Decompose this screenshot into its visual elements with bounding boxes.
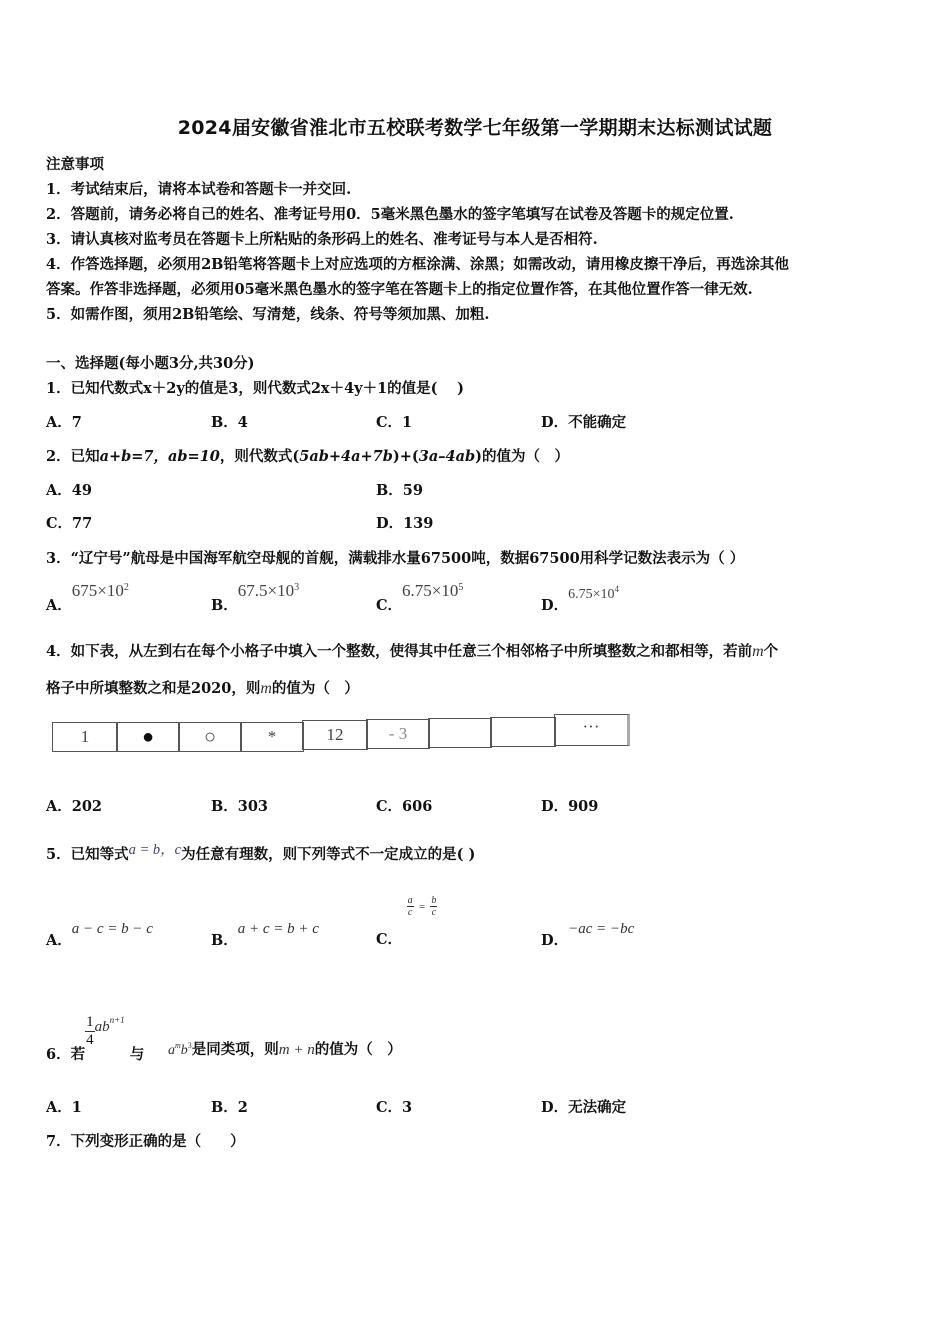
grid-cell-star: *	[240, 722, 304, 752]
q2-option-a[interactable]: A．49	[46, 482, 92, 499]
grid-cell	[490, 717, 556, 747]
fraction: $\frac{a}{c}$	[407, 894, 413, 918]
grid-cell-open-circle: ○	[178, 722, 242, 752]
q2-expr: a+b=7，ab=10	[99, 448, 220, 465]
notice-heading: 注意事项	[46, 156, 104, 173]
question-3-stem: 3．“辽宁号”航母是中国海军航空母舰的首舰，满载排水量67500吨，数据67500用科学记数法表示为（ ）	[46, 550, 745, 567]
q3-option-d[interactable]: D．$6.75\times 10^4$	[541, 584, 619, 614]
notice-item: 1．考试结束后，请将本试卷和答题卡一并交回.	[46, 181, 352, 198]
number-grid	[52, 712, 630, 756]
question-4-stem: 4．如下表，从左到右在每个小格子中填入一个整数，使得其中任意三个相邻格子中所填整数之和都相等，若前m个	[46, 643, 779, 660]
q5-option-c[interactable]: C． $\frac{a}{c}$ = $\frac{b}{c}$	[376, 894, 437, 948]
page-title: 2024届安徽省淮北市五校联考数学七年级第一学期期末达标测试试题	[177, 117, 773, 139]
q6-option-a[interactable]: A．1	[46, 1099, 82, 1116]
notice-item: 2．答题前，请务必将自己的姓名、准考证号用0．5毫米黑色墨水的签字笔填写在试卷及答题卡的规定位置.	[46, 206, 734, 223]
question-6-stem: 6．若 $\frac{1}{4}$ $ab^{n+1}$ 与	[46, 1014, 145, 1063]
q3-option-a[interactable]: A．$675\times 10^2$	[46, 581, 129, 614]
q1-option-c[interactable]: C．1	[376, 414, 413, 431]
q2-option-d[interactable]: D．139	[376, 515, 434, 532]
section-heading: 一、选择题(每小题3分,共30分)	[46, 355, 255, 372]
q5-option-b[interactable]: B．a + c = b + c	[211, 921, 319, 949]
question-6-stem-cont: $a^mb^3$是同类项，则m + n的值为（ ）	[168, 1041, 402, 1058]
q5-option-d[interactable]: D．−ac = −bc	[541, 921, 635, 949]
q1-option-b[interactable]: B．4	[211, 414, 248, 431]
notice-item: 5．如需作图，须用2B铅笔绘、写清楚，线条、符号等须加黑、加粗.	[46, 306, 490, 323]
grid-cell: 1	[52, 722, 118, 752]
notice-item: 3．请认真核对监考员在答题卡上所粘贴的条形码上的姓名、准考证号与本人是否相符.	[46, 231, 598, 248]
q2-option-b[interactable]: B．59	[376, 482, 423, 499]
fraction: $\frac{1}{4}$	[86, 1014, 94, 1048]
q5-option-a[interactable]: A．a − c = b − c	[46, 921, 153, 949]
question-1-stem: 1．已知代数式x＋2y的值是3，则代数式2x＋4y＋1的值是( )	[46, 380, 464, 397]
question-4-stem-cont: 格子中所填整数之和是2020，则m的值为（ ）	[46, 680, 359, 697]
q3-option-c[interactable]: C．$6.75\times 10^5$	[376, 581, 464, 614]
question-2-stem: 2．已知a+b=7，ab=10，则代数式(5ab+4a+7b)+(3a–4ab)的值为（ ）	[46, 448, 570, 465]
notice-item: 4．作答选择题，必须用2B铅笔将答题卡上对应选项的方框涂满、涂黑；如需改动，请用橡皮擦干净后，再选涂其他	[46, 256, 789, 273]
q4-option-a[interactable]: A．202	[46, 798, 103, 815]
grid-cell: - 3	[366, 719, 430, 749]
q3-option-b[interactable]: B．$67.5\times 10^3$	[211, 581, 300, 614]
notice-item: 答案。作答非选择题，必须用05毫米黑色墨水的签字笔在答题卡上的指定位置作答，在其他位置作答一律无效.	[46, 281, 753, 298]
q1-option-a[interactable]: A．7	[46, 414, 82, 431]
question-5-stem: 5．已知等式a = b，c为任意有理数，则下列等式不一定成立的是( )	[46, 842, 476, 863]
fraction: $\frac{b}{c}$	[431, 894, 437, 918]
q4-option-d[interactable]: D．909	[541, 798, 599, 815]
grid-cell: 12	[302, 720, 368, 750]
q6-option-b[interactable]: B．2	[211, 1099, 248, 1116]
grid-cell	[428, 718, 492, 748]
question-7-stem: 7．下列变形正确的是（ ）	[46, 1133, 245, 1150]
grid-cell-filled-circle: ●	[116, 722, 180, 752]
q4-option-b[interactable]: B．303	[211, 798, 269, 815]
grid-cell-ellipsis: ···	[554, 714, 630, 746]
q4-option-c[interactable]: C．606	[376, 798, 433, 815]
q6-option-c[interactable]: C．3	[376, 1099, 413, 1116]
q1-option-d[interactable]: D．不能确定	[541, 414, 627, 431]
q6-option-d[interactable]: D．无法确定	[541, 1099, 627, 1116]
q2-option-c[interactable]: C．77	[46, 515, 93, 532]
